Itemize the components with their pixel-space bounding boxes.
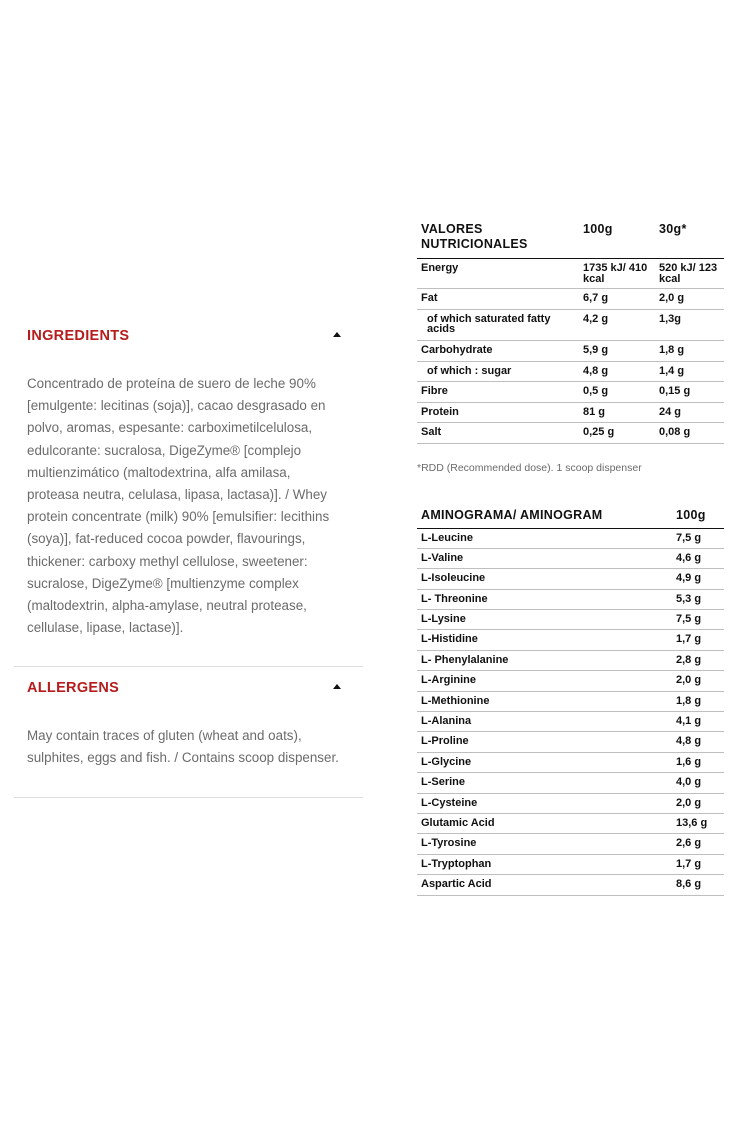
nutrient-value-30g: 0,15 g — [655, 381, 724, 402]
aminogram-row — [417, 773, 724, 793]
caret-up-icon[interactable] — [333, 332, 341, 337]
aminogram-row — [417, 813, 724, 833]
amino-acid-label: L-Histidine — [417, 630, 672, 650]
nutrient-value-30g: 2,0 g — [655, 288, 724, 309]
amino-acid-label: L-Leucine — [417, 528, 672, 548]
amino-acid-label: L-Lysine — [417, 610, 672, 630]
nutrition-row — [417, 288, 724, 309]
ingredients-title: INGREDIENTS — [27, 328, 130, 344]
caret-up-icon[interactable] — [333, 684, 341, 689]
amino-acid-value: 1,6 g — [672, 752, 724, 772]
amino-acid-label: L-Tyrosine — [417, 834, 672, 854]
nutrient-value-30g: 24 g — [655, 402, 724, 422]
nutrient-value-100g: 0,5 g — [579, 381, 655, 402]
nutrition-header-30g: 30g* — [655, 222, 724, 258]
amino-acid-value: 1,7 g — [672, 630, 724, 650]
nutrient-value-100g: 4,2 g — [579, 309, 655, 340]
nutrition-row — [417, 422, 724, 443]
nutrient-label: Fat — [417, 288, 579, 309]
nutrient-value-100g: 4,8 g — [579, 361, 655, 381]
nutrition-header-100g: 100g — [579, 222, 655, 258]
ingredients-section — [14, 328, 363, 352]
amino-acid-label: L-Proline — [417, 732, 672, 752]
aminogram-row — [417, 589, 724, 609]
nutrition-row — [417, 361, 724, 381]
amino-acid-label: Glutamic Acid — [417, 813, 672, 833]
amino-acid-value: 2,0 g — [672, 793, 724, 813]
amino-acid-value: 4,0 g — [672, 773, 724, 793]
aminogram-header-label: AMINOGRAMA/ AMINOGRAM — [417, 508, 672, 528]
nutrition-row — [417, 258, 724, 288]
amino-acid-value: 4,8 g — [672, 732, 724, 752]
aminogram-row — [417, 854, 724, 874]
aminogram-header-100g: 100g — [672, 508, 724, 528]
amino-acid-label: L-Isoleucine — [417, 569, 672, 589]
nutrient-value-100g: 81 g — [579, 402, 655, 422]
aminogram-row — [417, 732, 724, 752]
nutrient-label: Salt — [417, 422, 579, 443]
amino-acid-value: 4,9 g — [672, 569, 724, 589]
amino-acid-value: 13,6 g — [672, 813, 724, 833]
aminogram-row — [417, 712, 724, 732]
amino-acid-value: 2,6 g — [672, 834, 724, 854]
amino-acid-label: L-Cysteine — [417, 793, 672, 813]
amino-acid-label: L-Tryptophan — [417, 854, 672, 874]
nutrient-value-30g: 0,08 g — [655, 422, 724, 443]
section-divider — [14, 666, 363, 667]
rdd-footnote: *RDD (Recommended dose). 1 scoop dispenser — [417, 462, 642, 474]
amino-acid-value: 2,0 g — [672, 671, 724, 691]
amino-acid-value: 7,5 g — [672, 528, 724, 548]
amino-acid-value: 4,6 g — [672, 548, 724, 568]
nutrient-value-100g: 1735 kJ/ 410 kcal — [579, 258, 655, 288]
amino-acid-value: 4,1 g — [672, 712, 724, 732]
nutrient-value-100g: 0,25 g — [579, 422, 655, 443]
nutrient-value-100g: 6,7 g — [579, 288, 655, 309]
amino-acid-value: 8,6 g — [672, 875, 724, 895]
ingredients-header[interactable] — [14, 328, 363, 352]
ingredients-text: Concentrado de proteína de suero de leche 90% [emulgente: lecitinas (soja)], cacao desgrasado en polvo, aromas, espesante: carboximetilcelulosa, edulcorante: sucralosa, DigeZyme® [complejo multienzimático (maltodextrina, alfa amilasa, proteasa neutra, celulasa, lipasa, lactasa)]. / Whey protein concentrate (milk) 90% [emulsifier: lecithins (soya)], fat-reduced cocoa powder, flavourings, thickener: carboxy methyl cellulose, sweetener: sucralose, DigeZyme® [multienzyme complex (maltodextrin, alpha-amylase, neutral protease, cellulase, lipase, lactase)]. — [27, 376, 330, 636]
nutrient-value-100g: 5,9 g — [579, 340, 655, 361]
aminogram-row — [417, 610, 724, 630]
nutrition-header-row — [417, 222, 724, 258]
amino-acid-value: 7,5 g — [672, 610, 724, 630]
amino-acid-label: L-Glycine — [417, 752, 672, 772]
nutrition-row — [417, 340, 724, 361]
section-divider — [14, 797, 363, 798]
amino-acid-value: 1,8 g — [672, 691, 724, 711]
aminogram-table — [417, 508, 724, 896]
aminogram-row — [417, 834, 724, 854]
nutrition-row — [417, 402, 724, 422]
aminogram-row — [417, 671, 724, 691]
amino-acid-label: L-Alanina — [417, 712, 672, 732]
nutrient-label: of which : sugar — [417, 361, 579, 381]
aminogram-row — [417, 793, 724, 813]
nutrition-row — [417, 381, 724, 402]
nutrient-label: Energy — [417, 258, 579, 288]
amino-acid-value: 2,8 g — [672, 650, 724, 670]
nutrient-value-30g: 1,4 g — [655, 361, 724, 381]
allergens-text: May contain traces of gluten (wheat and oats), sulphites, eggs and fish. / Contains scoop dispenser. — [27, 728, 339, 766]
nutrient-value-30g: 1,3g — [655, 309, 724, 340]
aminogram-row — [417, 752, 724, 772]
aminogram-row — [417, 548, 724, 568]
amino-acid-label: L-Serine — [417, 773, 672, 793]
aminogram-row — [417, 569, 724, 589]
amino-acid-label: L- Phenylalanine — [417, 650, 672, 670]
nutrient-label: Fibre — [417, 381, 579, 402]
nutrient-value-30g: 1,8 g — [655, 340, 724, 361]
nutrient-label: Carbohydrate — [417, 340, 579, 361]
amino-acid-value: 1,7 g — [672, 854, 724, 874]
amino-acid-value: 5,3 g — [672, 589, 724, 609]
aminogram-row — [417, 650, 724, 670]
aminogram-row — [417, 630, 724, 650]
aminogram-row — [417, 875, 724, 895]
allergens-header[interactable] — [14, 680, 363, 704]
aminogram-header-row — [417, 508, 724, 528]
allergens-title: ALLERGENS — [27, 680, 120, 696]
nutrient-value-30g: 520 kJ/ 123 kcal — [655, 258, 724, 288]
nutrient-label: of which saturated fatty acids — [417, 309, 579, 340]
aminogram-row — [417, 691, 724, 711]
amino-acid-label: L-Methionine — [417, 691, 672, 711]
nutrition-table — [417, 222, 724, 444]
aminogram-row — [417, 528, 724, 548]
nutrition-header-label: VALORES NUTRICIONALES — [417, 222, 579, 258]
nutrient-label: Protein — [417, 402, 579, 422]
amino-acid-label: Aspartic Acid — [417, 875, 672, 895]
amino-acid-label: L-Valine — [417, 548, 672, 568]
nutrition-row — [417, 309, 724, 340]
amino-acid-label: L- Threonine — [417, 589, 672, 609]
amino-acid-label: L-Arginine — [417, 671, 672, 691]
allergens-section — [14, 680, 363, 704]
